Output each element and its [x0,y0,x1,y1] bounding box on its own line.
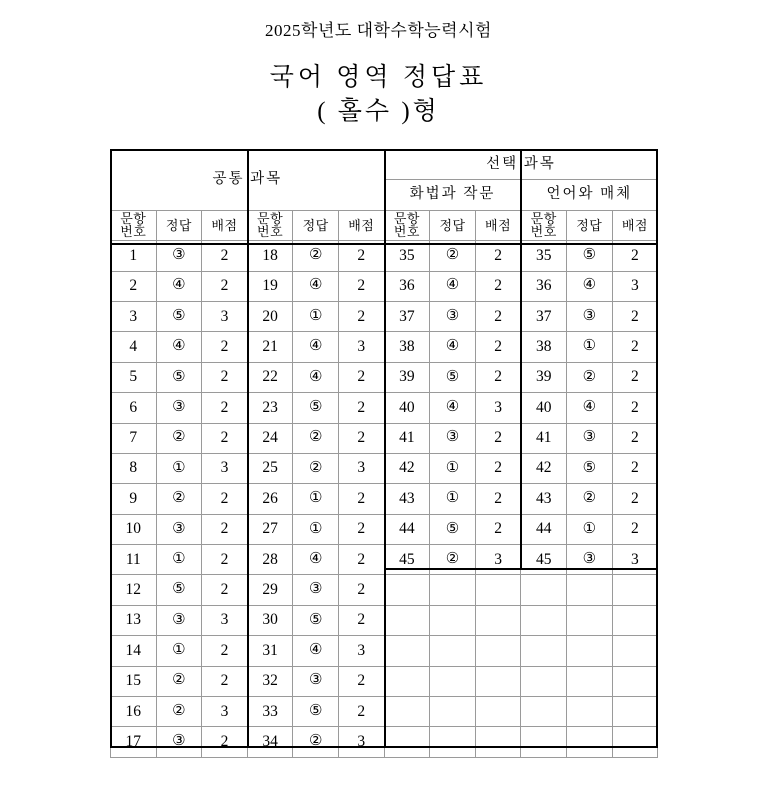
cell-answer: ④ [293,362,339,392]
cell-answer: ② [156,666,202,696]
cell-answer: ② [156,423,202,453]
table-row [111,301,658,331]
empty-cell [430,727,476,757]
cell-question-number: 16 [111,697,157,727]
cell-question-number: 8 [111,453,157,483]
table-row [111,575,658,605]
cell-points: 2 [338,423,384,453]
cell-answer: ④ [430,393,476,423]
cell-answer: ⑤ [156,575,202,605]
empty-cell [521,636,567,666]
cell-points: 2 [202,666,248,696]
answer-table [110,149,658,758]
cell-question-number: 10 [111,514,157,544]
table-row [111,271,658,301]
cell-answer: ② [293,727,339,757]
cell-question-number: 40 [384,393,430,423]
cell-question-number: 28 [247,545,293,575]
empty-cell [430,666,476,696]
subject-header-hwabeop: 화법과 작문 [384,180,521,210]
cell-points: 2 [475,271,521,301]
cell-points: 2 [202,484,248,514]
header-row-group [111,150,658,180]
empty-cell [567,605,613,635]
cell-question-number: 27 [247,514,293,544]
empty-cell [567,727,613,757]
cell-question-number: 32 [247,666,293,696]
cell-points: 3 [202,453,248,483]
cell-points: 2 [475,423,521,453]
cell-question-number: 2 [111,271,157,301]
empty-cell [567,575,613,605]
cell-question-number: 36 [521,271,567,301]
cell-question-number: 43 [521,484,567,514]
cell-question-number: 29 [247,575,293,605]
cell-points: 2 [475,241,521,271]
cell-question-number: 15 [111,666,157,696]
cell-answer: ③ [156,514,202,544]
cell-points: 2 [338,514,384,544]
table-row [111,332,658,362]
empty-cell [384,605,430,635]
cell-question-number: 44 [384,514,430,544]
cell-answer: ① [567,332,613,362]
cell-question-number: 33 [247,697,293,727]
cell-points: 2 [475,362,521,392]
cell-points: 3 [475,393,521,423]
subject-header-eoneo: 언어와 매체 [521,180,658,210]
cell-answer: ① [156,545,202,575]
col-header-number-line1: 문항 [530,210,557,226]
cell-points: 2 [338,545,384,575]
table-row [111,484,658,514]
col-header-points-1: 배점 [202,210,248,240]
cell-question-number: 39 [521,362,567,392]
cell-answer: ② [567,484,613,514]
cell-answer: ② [293,423,339,453]
cell-question-number: 4 [111,332,157,362]
empty-cell [430,697,476,727]
cell-answer: ④ [156,271,202,301]
cell-question-number: 38 [521,332,567,362]
empty-cell [384,697,430,727]
cell-points: 2 [612,362,658,392]
empty-cell [567,697,613,727]
col-header-points-3: 배점 [475,210,521,240]
table-row [111,423,658,453]
cell-points: 2 [338,697,384,727]
cell-question-number: 20 [247,301,293,331]
cell-question-number: 45 [384,545,430,575]
cell-points: 2 [475,332,521,362]
empty-cell [475,666,521,696]
cell-question-number: 36 [384,271,430,301]
empty-cell [612,605,658,635]
empty-cell [475,575,521,605]
col-header-answer-1: 정답 [156,210,202,240]
table-row [111,241,658,271]
cell-question-number: 43 [384,484,430,514]
cell-question-number: 12 [111,575,157,605]
cell-question-number: 7 [111,423,157,453]
cell-question-number: 25 [247,453,293,483]
cell-answer: ③ [293,666,339,696]
cell-answer: ⑤ [156,362,202,392]
col-header-answer-3: 정답 [430,210,476,240]
cell-points: 3 [612,271,658,301]
cell-question-number: 3 [111,301,157,331]
cell-question-number: 41 [384,423,430,453]
table-header [111,150,658,241]
cell-points: 2 [338,241,384,271]
col-header-number-4 [521,210,567,240]
cell-question-number: 42 [521,453,567,483]
cell-answer: ⑤ [293,393,339,423]
cell-answer: ③ [430,301,476,331]
table-row [111,545,658,575]
cell-answer: ⑤ [156,301,202,331]
cell-answer: ② [156,484,202,514]
cell-answer: ⑤ [430,362,476,392]
cell-answer: ④ [293,271,339,301]
cell-answer: ③ [156,727,202,757]
empty-cell [384,636,430,666]
empty-cell [567,666,613,696]
cell-question-number: 17 [111,727,157,757]
cell-question-number: 5 [111,362,157,392]
cell-question-number: 39 [384,362,430,392]
exam-year-heading: 2025학년도 대학수학능력시험 [265,21,492,40]
cell-question-number: 9 [111,484,157,514]
empty-cell [475,636,521,666]
cell-question-number: 22 [247,362,293,392]
cell-points: 2 [202,545,248,575]
empty-cell [521,727,567,757]
cell-answer: ② [293,453,339,483]
cell-points: 2 [202,514,248,544]
table-row [111,636,658,666]
cell-question-number: 44 [521,514,567,544]
cell-points: 2 [338,393,384,423]
cell-points: 2 [612,393,658,423]
cell-answer: ② [430,545,476,575]
cell-question-number: 14 [111,636,157,666]
cell-question-number: 30 [247,605,293,635]
cell-answer: ④ [430,271,476,301]
cell-points: 2 [612,484,658,514]
cell-question-number: 23 [247,393,293,423]
cell-points: 2 [202,393,248,423]
cell-answer: ③ [567,423,613,453]
col-header-number-line2: 번호 [257,224,284,240]
col-header-number-line2: 번호 [393,224,420,240]
cell-points: 3 [338,727,384,757]
cell-answer: ① [293,514,339,544]
cell-question-number: 35 [384,241,430,271]
cell-question-number: 42 [384,453,430,483]
cell-answer: ③ [156,241,202,271]
cell-answer: ⑤ [293,697,339,727]
cell-question-number: 37 [384,301,430,331]
col-header-answer-2: 정답 [293,210,339,240]
cell-points: 2 [338,484,384,514]
cell-answer: ④ [567,271,613,301]
cell-answer: ④ [293,636,339,666]
cell-answer: ② [156,697,202,727]
cell-answer: ③ [293,575,339,605]
cell-points: 3 [612,545,658,575]
empty-cell [384,666,430,696]
cell-answer: ① [293,484,339,514]
cell-question-number: 26 [247,484,293,514]
empty-cell [612,666,658,696]
cell-question-number: 40 [521,393,567,423]
empty-cell [430,575,476,605]
cell-points: 2 [612,514,658,544]
cell-points: 3 [475,545,521,575]
cell-answer: ② [567,362,613,392]
cell-answer: ① [293,301,339,331]
cell-answer: ④ [293,545,339,575]
empty-cell [567,636,613,666]
cell-answer: ④ [430,332,476,362]
cell-question-number: 24 [247,423,293,453]
empty-cell [612,575,658,605]
col-header-number-2 [247,210,293,240]
cell-answer: ③ [156,605,202,635]
cell-points: 2 [338,362,384,392]
cell-points: 3 [338,453,384,483]
table-row [111,697,658,727]
cell-question-number: 1 [111,241,157,271]
cell-answer: ④ [156,332,202,362]
cell-question-number: 41 [521,423,567,453]
group-header-common: 공통 과목 [111,150,385,211]
cell-answer: ① [156,453,202,483]
empty-cell [475,605,521,635]
cell-answer: ③ [156,393,202,423]
cell-points: 2 [612,241,658,271]
col-header-number-1 [111,210,157,240]
cell-points: 3 [202,697,248,727]
cell-answer: ⑤ [430,514,476,544]
cell-answer: ④ [567,393,613,423]
cell-points: 2 [202,423,248,453]
cell-question-number: 11 [111,545,157,575]
cell-answer: ③ [567,301,613,331]
cell-points: 2 [202,636,248,666]
cell-question-number: 45 [521,545,567,575]
col-header-number-line2: 번호 [120,224,147,240]
col-header-number-line2: 번호 [530,224,557,240]
empty-cell [521,697,567,727]
col-header-number-3 [384,210,430,240]
table-body [111,241,658,758]
table-row [111,727,658,757]
cell-points: 2 [475,514,521,544]
empty-cell [430,636,476,666]
cell-answer: ② [430,241,476,271]
empty-cell [430,605,476,635]
cell-points: 2 [475,301,521,331]
header-row-columns [111,210,658,240]
table-row [111,362,658,392]
col-header-answer-4: 정답 [567,210,613,240]
table-row [111,453,658,483]
cell-answer: ⑤ [567,453,613,483]
cell-question-number: 38 [384,332,430,362]
cell-points: 2 [612,301,658,331]
cell-answer: ① [567,514,613,544]
cell-question-number: 13 [111,605,157,635]
cell-points: 2 [202,575,248,605]
table-row [111,605,658,635]
cell-question-number: 34 [247,727,293,757]
cell-question-number: 18 [247,241,293,271]
col-header-number-line1: 문항 [120,210,147,226]
cell-points: 2 [338,605,384,635]
cell-answer: ⑤ [293,605,339,635]
table-row [111,393,658,423]
empty-cell [521,575,567,605]
cell-points: 2 [202,332,248,362]
cell-points: 2 [202,241,248,271]
cell-points: 2 [338,575,384,605]
cell-answer: ① [156,636,202,666]
cell-answer: ⑤ [567,241,613,271]
cell-points: 3 [338,332,384,362]
cell-question-number: 6 [111,393,157,423]
cell-points: 2 [202,271,248,301]
group-header-elective: 선택 과목 [384,150,658,180]
empty-cell [475,727,521,757]
empty-cell [521,666,567,696]
cell-question-number: 19 [247,271,293,301]
cell-points: 2 [338,301,384,331]
cell-points: 2 [612,423,658,453]
cell-question-number: 31 [247,636,293,666]
cell-answer: ② [293,241,339,271]
table-row [111,514,658,544]
cell-points: 2 [475,453,521,483]
cell-answer: ① [430,453,476,483]
cell-points: 2 [612,332,658,362]
col-header-points-4: 배점 [612,210,658,240]
cell-answer: ④ [293,332,339,362]
cell-question-number: 37 [521,301,567,331]
cell-points: 2 [338,666,384,696]
empty-cell [384,727,430,757]
cell-question-number: 35 [521,241,567,271]
table-row [111,666,658,696]
answer-table-container [110,149,658,758]
cell-points: 2 [202,727,248,757]
cell-answer: ③ [567,545,613,575]
col-header-number-line1: 문항 [257,210,284,226]
col-header-points-2: 배점 [338,210,384,240]
cell-answer: ① [430,484,476,514]
cell-points: 2 [475,484,521,514]
cell-points: 3 [338,636,384,666]
cell-points: 3 [202,301,248,331]
cell-points: 2 [202,362,248,392]
col-header-number-line1: 문항 [393,210,420,226]
empty-cell [612,697,658,727]
empty-cell [612,636,658,666]
cell-answer: ③ [430,423,476,453]
cell-question-number: 21 [247,332,293,362]
page-title: 국어 영역 정답표 [269,64,488,91]
empty-cell [475,697,521,727]
empty-cell [612,727,658,757]
empty-cell [384,575,430,605]
empty-cell [521,605,567,635]
cell-points: 2 [338,271,384,301]
cell-points: 2 [612,453,658,483]
form-type-label: ( 홀수 )형 [317,98,440,125]
cell-points: 3 [202,605,248,635]
